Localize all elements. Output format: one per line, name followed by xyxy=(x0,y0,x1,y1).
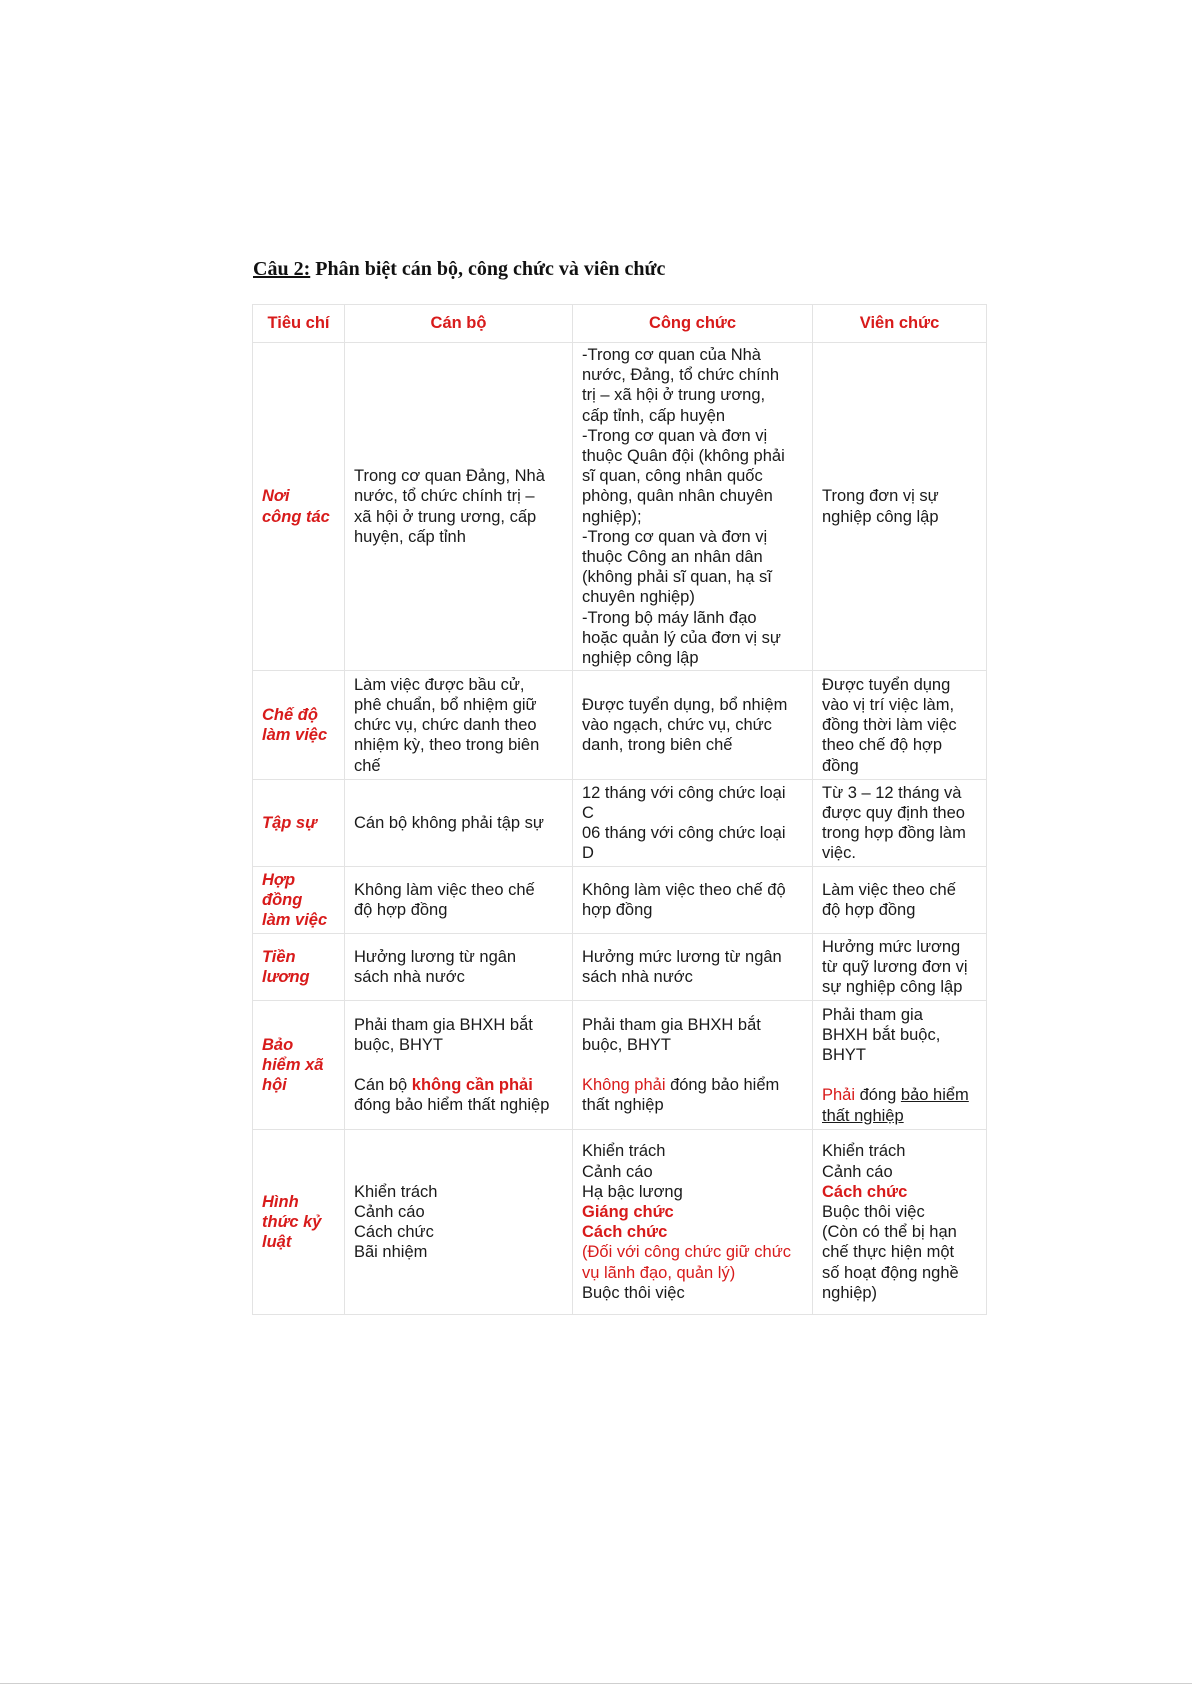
header-vien-chuc: Viên chức xyxy=(813,305,987,343)
can-bo-cell: Hưởng lương từ ngân sách nhà nước xyxy=(345,934,573,1001)
emphasis-text: Giáng chức xyxy=(582,1203,674,1222)
emphasis-note: vụ lãnh đạo, quản lý) xyxy=(582,1263,736,1282)
vien-chuc-cell: Làm việc theo chế độ hợp đồng xyxy=(813,867,987,934)
cong-chuc-cell: Hưởng mức lương từ ngân sách nhà nước xyxy=(573,934,813,1001)
table-row xyxy=(253,780,987,867)
table-header-row xyxy=(253,305,987,343)
header-can-bo: Cán bộ xyxy=(345,305,573,343)
criterion-cell: Hợp đồng làm việc xyxy=(253,867,345,934)
can-bo-cell: Khiển trách Cảnh cáo Cách chức Bãi nhiệm xyxy=(345,1130,573,1315)
table-row xyxy=(253,343,987,671)
question-label: Câu 2: xyxy=(253,258,311,280)
vien-chuc-cell: Trong đơn vị sự nghiệp công lập xyxy=(813,343,987,671)
criterion-cell: Tiền lương xyxy=(253,934,345,1001)
vien-chuc-cell: Phải tham gia BHXH bắt buộc, BHYT Phải đóng bảo hiểm thất nghiệp xyxy=(813,1001,987,1130)
emphasis-text: Không phải xyxy=(582,1076,666,1095)
can-bo-cell: Trong cơ quan Đảng, Nhà nước, tổ chức chính trị – xã hội ở trung ương, cấp huyện, cấp tỉnh xyxy=(345,343,573,671)
cong-chuc-cell: Không làm việc theo chế độ hợp đồng xyxy=(573,867,813,934)
table-row xyxy=(253,867,987,934)
emphasis-text: Cách chức xyxy=(822,1182,908,1201)
criterion-cell: Tập sự xyxy=(253,780,345,867)
can-bo-cell: Phải tham gia BHXH bắt buộc, BHYT Cán bộ không cần phải đóng bảo hiểm thất nghiệp xyxy=(345,1001,573,1130)
vien-chuc-cell: Được tuyển dụng vào vị trí việc làm, đồng thời làm việc theo chế độ hợp đồng xyxy=(813,671,987,780)
table-row xyxy=(253,934,987,1001)
cong-chuc-cell: Phải tham gia BHXH bắt buộc, BHYT Không phải đóng bảo hiểm thất nghiệp xyxy=(573,1001,813,1130)
criterion-cell: Chế độ làm việc xyxy=(253,671,345,780)
emphasis-text: Phải xyxy=(822,1086,856,1105)
can-bo-cell: Làm việc được bầu cử, phê chuẩn, bổ nhiệm giữ chức vụ, chức danh theo nhiệm kỳ, theo trong biên chế xyxy=(345,671,573,780)
criterion-cell: Nơi công tác xyxy=(253,343,345,671)
emphasis-note: (Đối với công chức giữ chức xyxy=(582,1243,792,1262)
vien-chuc-cell: Khiển trách Cảnh cáo Cách chức Buộc thôi việc (Còn có thể bị hạn chế thực hiện một số hoạt động nghề nghiệp) xyxy=(813,1130,987,1315)
question-heading xyxy=(253,258,665,281)
comparison-table xyxy=(252,304,987,1315)
can-bo-cell: Không làm việc theo chế độ hợp đồng xyxy=(345,867,573,934)
table-row xyxy=(253,1130,987,1315)
emphasis-text: Cách chức xyxy=(582,1223,668,1242)
table-row xyxy=(253,671,987,780)
cong-chuc-cell: Được tuyển dụng, bổ nhiệm vào ngạch, chức vụ, chức danh, trong biên chế xyxy=(573,671,813,780)
vien-chuc-cell: Hưởng mức lương từ quỹ lương đơn vị sự nghiệp công lập xyxy=(813,934,987,1001)
can-bo-cell: Cán bộ không phải tập sự xyxy=(345,780,573,867)
emphasis-text: không cần phải xyxy=(411,1076,533,1095)
cong-chuc-cell: -Trong cơ quan của Nhà nước, Đảng, tổ chức chính trị – xã hội ở trung ương, cấp tỉnh, cấp huyện -Trong cơ quan và đơn vị thuộc Quân đội (không phải sĩ quan, công nhân quốc phòng, quân nhân chuyên nghiệp); -Trong cơ quan và đơn vị thuộc Công an nhân dân (không phải sĩ quan, hạ sĩ chuyên nghiệp) -Trong bộ máy lãnh đạo hoặc quản lý của đơn vị sự nghiệp công lập xyxy=(573,343,813,671)
question-title: Phân biệt cán bộ, công chức và viên chức xyxy=(310,258,666,280)
header-criterion: Tiêu chí xyxy=(253,305,345,343)
criterion-cell: Hình thức kỷ luật xyxy=(253,1130,345,1315)
page-bottom-divider xyxy=(0,1683,1192,1684)
table-row xyxy=(253,1001,987,1130)
criterion-cell: Bảo hiểm xã hội xyxy=(253,1001,345,1130)
cong-chuc-cell: 12 tháng với công chức loại C 06 tháng với công chức loại D xyxy=(573,780,813,867)
header-cong-chuc: Công chức xyxy=(573,305,813,343)
vien-chuc-cell: Từ 3 – 12 tháng và được quy định theo trong hợp đồng làm việc. xyxy=(813,780,987,867)
cong-chuc-cell: Khiển trách Cảnh cáo Hạ bậc lương Giáng chức Cách chức (Đối với công chức giữ chức vụ lãnh đạo, quản lý) Buộc thôi việc xyxy=(573,1130,813,1315)
